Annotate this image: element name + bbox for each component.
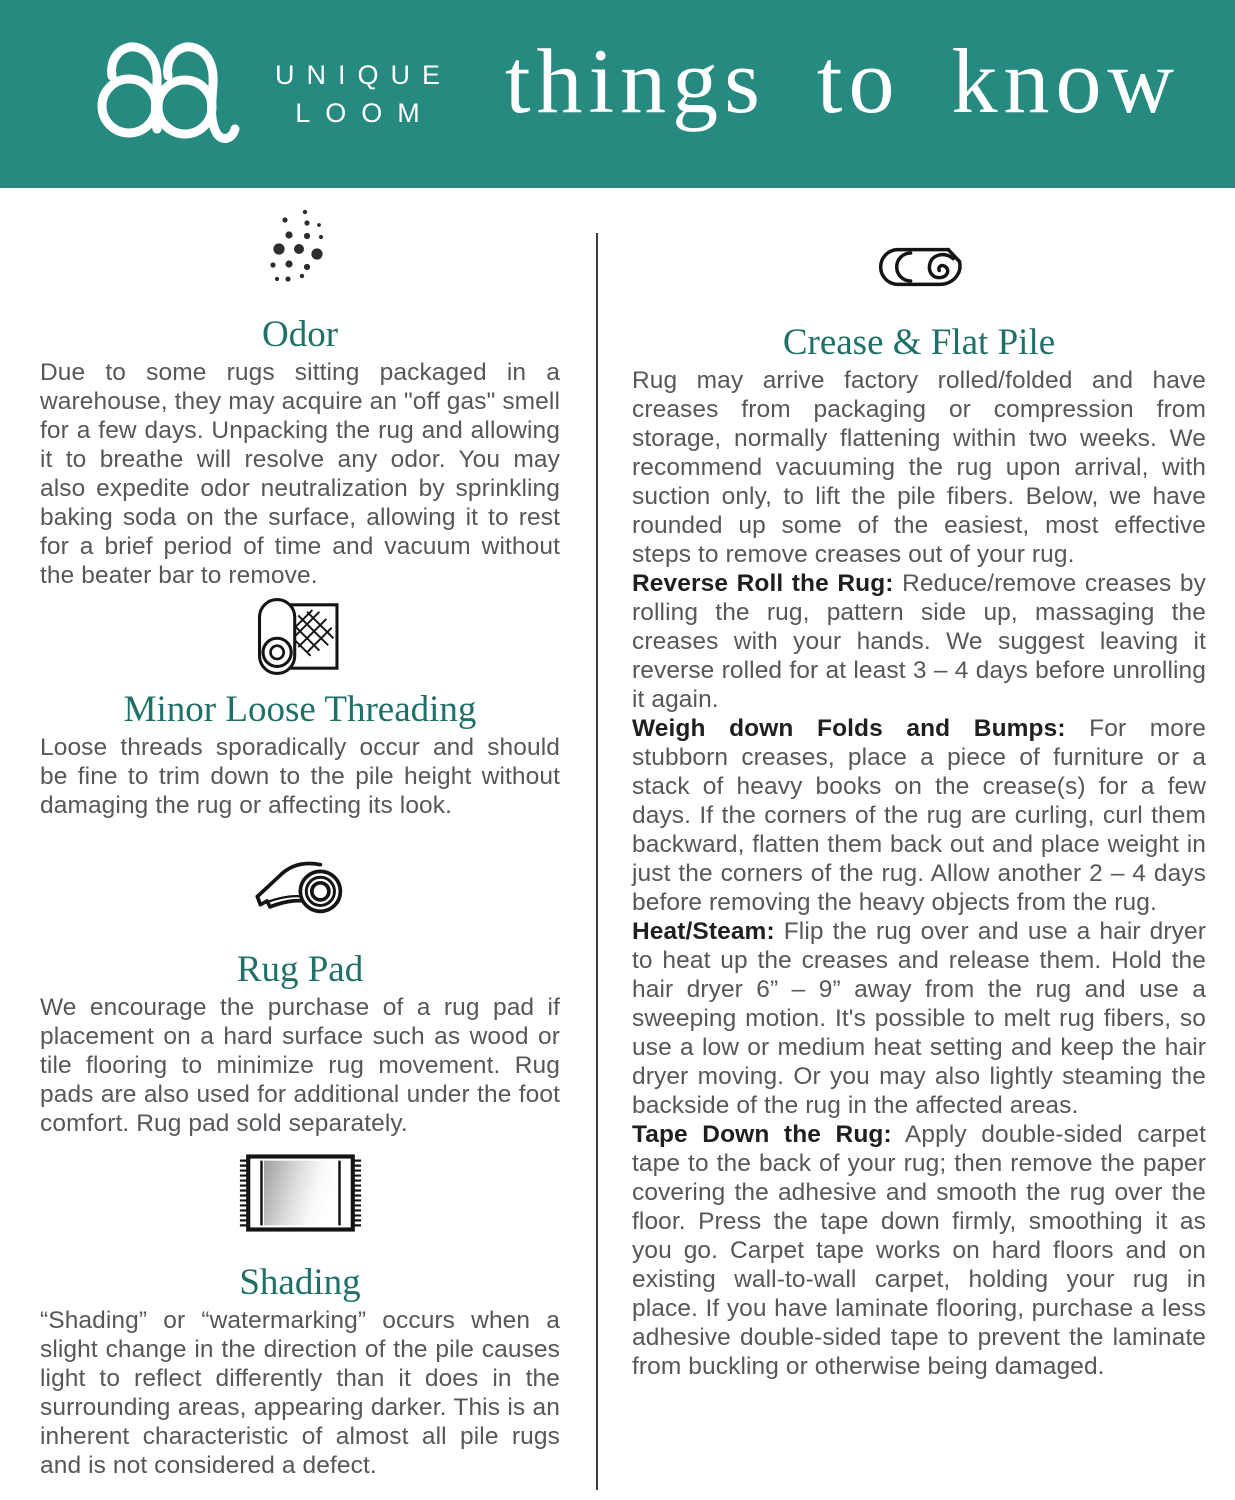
tip-weigh-down-label: Weigh down Folds and Bumps:: [632, 715, 1066, 742]
section-heading-odor: Odor: [261, 314, 339, 355]
page-title: things to know: [505, 30, 1180, 132]
shaded-rug-icon: [238, 1154, 363, 1232]
shading-section-icon-row: [40, 1154, 560, 1232]
brand-logo: [95, 34, 452, 154]
tip-heat-steam-label: Heat/Steam:: [632, 918, 775, 945]
section-body-threading: Loose threads sporadically occur and should be fine to trim down to the pile height without damaging the rug or affecting its look.: [40, 734, 560, 819]
tip-reverse-roll: [632, 569, 1206, 714]
section-body-shading: “Shading” or “watermarking” occurs when a slight change in the direction of the pile causes light to reflect differently than it does in the surrounding areas, appearing darker. This is an inherent characteristic of almost all pile rugs and is not considered a defect.: [40, 1307, 560, 1479]
section-body-odor: Due to some rugs sitting packaged in a warehouse, they may acquire an "off gas" smell for a few days. Unpacking the rug and allowing it to breathe will resolve any odor. You may also expedite odor neutralization by sprinkling baking soda on the surface, allowing it to rest for a brief period of time and vacuum without the beater bar to remove.: [40, 359, 560, 589]
tip-heat-steam-text: Flip the rug over and use a hair dryer to heat up the creases and release them. Hold the hair dryer 6” – 9” away from the rug and use a sweeping motion. It's possible to melt rug fibers, so use a low or medium heat setting and keep the hair dryer moving. Or you may also lightly steaming the backside of the rug in the affected areas.: [632, 918, 1206, 1119]
tip-tape-down-label: Tape Down the Rug:: [632, 1121, 892, 1148]
tip-reverse-roll-text: Reduce/remove creases by rolling the rug, pattern side up, massaging the creases with your hands. We suggest leaving it reverse rolled for at least 3 – 4 days before unrolling it again.: [632, 570, 1207, 713]
tip-weigh-down-text: For more stubborn creases, place a piece of furniture or a stack of heavy books on the crease(s) for a few days. If the corners of the rug are curling, curl them backward, flatten them back out and place weight in just the corners of the rug. Allow another 2 – 4 days before removing the heavy objects from the rug.: [632, 715, 1206, 916]
brand-name-line2: LOOM: [295, 98, 435, 128]
brand-name-line1: UNIQUE: [275, 60, 453, 90]
crease-intro-paragraph: Rug may arrive factory rolled/folded and have creases from packaging or compression from storage, normally flattening within two weeks. We recommend vacuuming the rug upon arrival, with suction only, to lift the pile fibers. Below, we have rounded up some of the easiest, most effective steps to remove creases out of your rug.: [632, 367, 1206, 568]
odor-section-icon-row: [40, 208, 560, 296]
section-heading-shading: Shading: [239, 1262, 361, 1303]
header-banner: [0, 0, 1235, 188]
section-heading-rug-pad: Rug Pad: [236, 949, 364, 990]
column-divider: [596, 233, 598, 1490]
tip-reverse-roll-label: Reverse Roll the Rug:: [632, 570, 894, 597]
tip-weigh-down: [632, 714, 1206, 917]
rug-pad-roll-icon: [250, 858, 350, 921]
rolled-rug-icon: [870, 244, 968, 290]
tip-tape-down-text: Apply double-sided carpet tape to the back of your rug; then remove the paper covering the adhesive and smooth the rug over the floor. Press the tape down firmly, smoothing it as you go. Carpet tape works on hard floors and on existing wall-to-wall carpet, holding your rug in place. If you have laminate flooring, purchase a less adhesive double-sided tape to prevent the laminate from buckling or otherwise being damaged.: [632, 1121, 1206, 1380]
threading-section-icon-row: [40, 596, 560, 677]
right-column: [632, 188, 1206, 1381]
section-body-rug-pad: We encourage the purchase of a rug pad if placement on a hard surface such as wood or tile flooring to minimize rug movement. Rug pads are also used for additional under the foot comfort. Rug pad sold separately.: [40, 994, 560, 1137]
crease-section-icon-row: [632, 244, 1206, 290]
tip-tape-down: [632, 1120, 1206, 1381]
odor-particles-icon: [267, 208, 333, 296]
loose-threading-rug-roll-icon: [256, 596, 344, 677]
section-heading-threading: Minor Loose Threading: [123, 689, 477, 730]
left-column: [40, 188, 560, 1480]
brand-name: [263, 56, 452, 132]
rug-pad-section-icon-row: [40, 858, 560, 921]
unique-loom-double-loop-logo-icon: [95, 34, 245, 154]
section-heading-crease: Crease & Flat Pile: [782, 322, 1056, 363]
tip-heat-steam: [632, 917, 1206, 1120]
